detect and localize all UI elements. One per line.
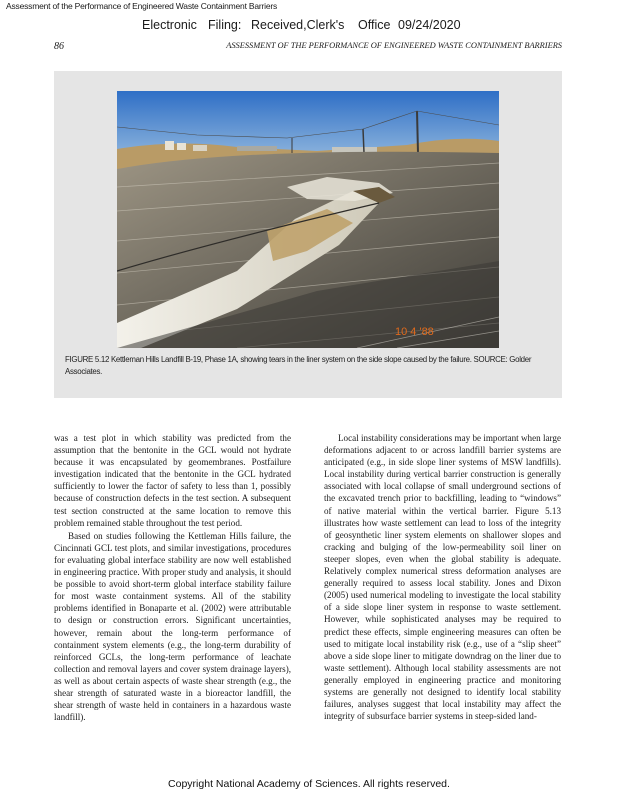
figure-panel: [54, 71, 562, 398]
document-source-title: Assessment of the Performance of Engineered Waste Containment Barriers: [6, 1, 278, 11]
running-title: ASSESSMENT OF THE PERFORMANCE OF ENGINEERED WASTE CONTAINMENT BARRIERS: [226, 41, 562, 50]
body-paragraph: was a test plot in which stability was predicted from the assumption that the bentonite in the GCL would not hydrate because it was encapsulated by geomembranes. Postfailure investigation indicated that the bentonite in the GCL hydrated sufficiently to lower the factor of safety to less than 1, possibly because of construction defects in the test section. A subsequent test section constructed at the same location to remove this problem remained stable throughout the test period.: [54, 433, 291, 528]
body-paragraph: Based on studies following the Kettleman Hills failure, the Cincinnati GCL test plots, and similar investigations, procedures for evaluating global interface stability are now well established in engineering practice. With proper study and analysis, it should be possible to avoid short-term global interface stability failure for most waste containment systems. All of the stability problems identified in Bonaparte et al. (2002) were attributable to design or construction errors. Significant uncertainties, however, remain about the long-term performance of containment system elements (e.g., the long-term durability of reinforced GCLs, the long-term performance of leachate collection and removal layers and cover system drainage layers), as well as about certain aspects of waste shear strength (e.g., the shear strength of saturated waste in a bioreactor landfill, the shear strength of waste held in containers in a hazardous waste landfill).: [54, 530, 291, 723]
page-number: 86: [54, 41, 64, 52]
stamp-received: Received,Clerk's: [251, 18, 345, 32]
stamp-date: 09/24/2020: [398, 18, 461, 32]
photo-date-stamp: 10 4 '88: [395, 326, 434, 338]
stamp-office: Office: [358, 18, 391, 32]
stamp-electronic: Electronic: [142, 18, 197, 32]
figure-caption: FIGURE 5.12 Kettleman Hills Landfill B-19, Phase 1A, showing tears in the liner system on the side slope caused by the failure. SOURCE: Golder Associates.: [65, 355, 532, 376]
landfill-photo-illustration: [117, 91, 499, 348]
stamp-filing: Filing:: [208, 18, 242, 32]
landfill-photo: [117, 91, 499, 348]
right-column: [324, 432, 561, 722]
body-paragraph: Local instability considerations may be important when large deformations adjacent to or across landfill barrier systems are anticipated (e.g., in side slope liner systems of MSW landfills). Local instability during vertical barrier construction is generally associated with local collapse of small underground sections of the excavated trench prior to backfilling, leading to “windows” of native material within the vertical barrier. Figure 5.13 illustrates how waste settlement can lead to loss of the integrity of geosynthetic liner system elements on shallower slopes and cracking and bulging of the low-permeability soil liner on steeper slopes, even when the global stability is adequate. Relatively complex numerical stress deformation analyses are generally required to assess local stability. Jones and Dixon (2005) used numerical modeling to investigate the local stability of a side slope liner system in response to waste settlement. However, while sophisticated analyses may be required to predict these effects, simple engineering measures can often be used to mitigate local instability risk (e.g., use of a “slip sheet” above a side slope liner to mitigate downdrag on the liner due to waste settlement). Although local stability assessments are not generally employed in engineering practice and monitoring systems are generally not designed to identify local stability failures, analyses suggest that local instability may affect the integrity of subsurface barrier systems in steep-sided land-: [324, 433, 561, 722]
copyright-footer: Copyright National Academy of Sciences. All rights reserved.: [168, 778, 450, 790]
left-column: [54, 432, 291, 723]
